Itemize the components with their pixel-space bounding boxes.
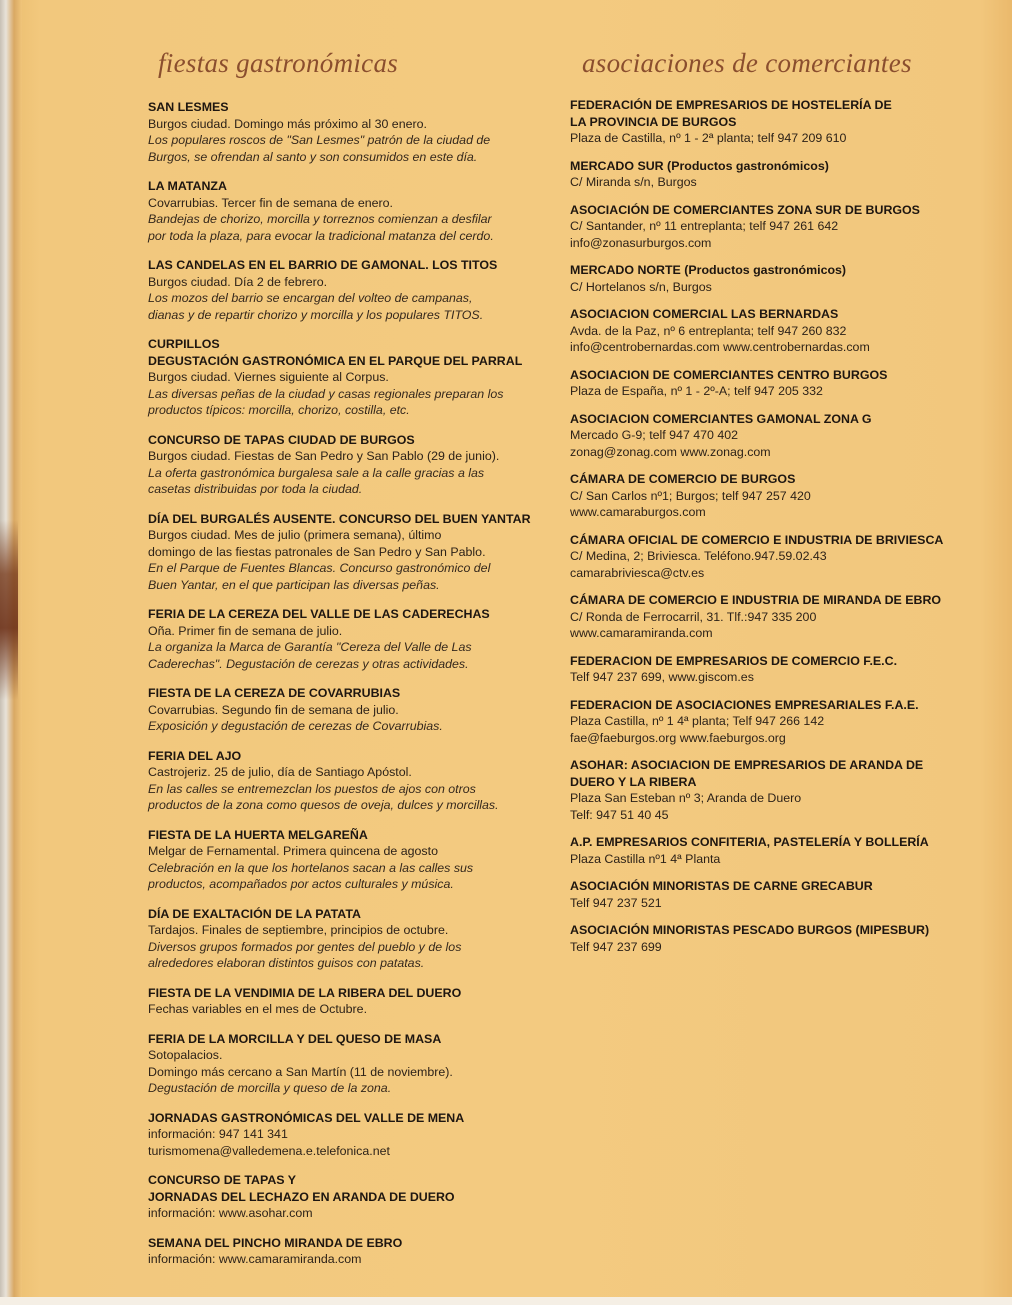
- entry-description: Exposición y degustación de cerezas de Covarrubias.: [148, 719, 443, 733]
- entry-title: ASOCIACION DE COMERCIANTES CENTRO BURGOS: [570, 367, 888, 382]
- asociacion-entry: [570, 834, 930, 867]
- asociacion-entry: [570, 532, 944, 582]
- entry-title: FIESTA DE LA VENDIMIA DE LA RIBERA DEL DUERO: [148, 985, 462, 1000]
- asociacion-entry: [570, 262, 930, 295]
- fiesta-entry: [148, 985, 528, 1018]
- entry-title: DÍA DEL BURGALÉS AUSENTE. CONCURSO DEL BUEN YANTAR: [148, 511, 531, 526]
- asociacion-entry: [570, 697, 930, 747]
- entry-detail: C/ Ronda de Ferrocarril, 31. Tlf.:947 335 200: [570, 609, 817, 624]
- entry-detail: Castrojeriz. 25 de julio, día de Santiago Apóstol.: [148, 765, 412, 779]
- entry-description: productos típicos: morcilla, chorizo, costilla, etc.: [148, 403, 410, 417]
- entry-title: LAS CANDELAS EN EL BARRIO DE GAMONAL. LOS TITOS: [148, 258, 498, 272]
- entry-title: DEGUSTACIÓN GASTRONÓMICA EN EL PARQUE DEL PARRAL: [148, 353, 523, 368]
- entry-detail: Telf: 947 51 40 45: [570, 807, 669, 822]
- entry-detail: C/ Hortelanos s/n, Burgos: [570, 279, 712, 294]
- entry-title: DUERO Y LA RIBERA: [570, 774, 697, 789]
- entry-description: Caderechas". Degustación de cerezas y otras actividades.: [148, 656, 469, 671]
- asociacion-entry: [570, 411, 930, 461]
- entry-detail: Covarrubias. Tercer fin de semana de enero.: [148, 195, 393, 210]
- fiesta-entry: [148, 1172, 528, 1222]
- entry-detail: Fechas variables en el mes de Octubre.: [148, 1002, 368, 1016]
- entry-detail: Plaza de España, nº 1 - 2º-A; telf 947 205 332: [570, 384, 823, 398]
- entry-detail: Domingo más cercano a San Martín (11 de noviembre).: [148, 1064, 453, 1079]
- fiesta-entry: [148, 1110, 528, 1160]
- fiesta-entry: [148, 511, 531, 594]
- entry-description: productos, acompañados por actos culturales y música.: [148, 877, 454, 891]
- asociacion-entry: [570, 97, 930, 147]
- entry-detail: info@zonasurburgos.com: [570, 235, 712, 250]
- entry-description: En el Parque de Fuentes Blancas. Concurso gastronómico del: [148, 561, 491, 575]
- asociacion-entry: [570, 202, 930, 252]
- entry-detail: Plaza Castilla, nº 1 4ª planta; Telf 947 266 142: [570, 714, 825, 728]
- entry-detail: Burgos ciudad. Mes de julio (primera semana), último: [148, 528, 442, 542]
- entry-detail: información: 947 141 341: [148, 1127, 288, 1141]
- asociacion-entry: [570, 367, 930, 400]
- entry-description: Burgos, se ofrendan al santo y son consumidos en este día.: [148, 149, 478, 164]
- entry-description: Buen Yantar, en el que participan las diversas peñas.: [148, 577, 440, 592]
- entry-detail: Burgos ciudad. Viernes siguiente al Corpus.: [148, 370, 389, 384]
- entry-title: CONCURSO DE TAPAS Y: [148, 1173, 297, 1187]
- fiestas-list: [148, 99, 531, 1268]
- entry-title: FIESTA DE LA CEREZA DE COVARRUBIAS: [148, 686, 401, 700]
- entry-detail: Tardajos. Finales de septiembre, principios de octubre.: [148, 923, 449, 937]
- fiesta-entry: [148, 1031, 528, 1097]
- asociacion-entry: [570, 592, 942, 642]
- entry-detail: C/ Santander, nº 11 entreplanta; telf 947 261 642: [570, 219, 839, 233]
- entry-detail: Burgos ciudad. Fiestas de San Pedro y San Pablo (29 de junio).: [148, 449, 500, 463]
- entry-title: SEMANA DEL PINCHO MIRANDA DE EBRO: [148, 1235, 403, 1250]
- entry-description: Celebración en la que los hortelanos sacan a las calles sus: [148, 860, 474, 875]
- entry-description: Bandejas de chorizo, morcilla y torreznos comienzan a desfilar: [148, 212, 492, 226]
- fiesta-entry: [148, 178, 528, 244]
- entry-title: JORNADAS DEL LECHAZO EN ARANDA DE DUERO: [148, 1189, 455, 1204]
- entry-description: En las calles se entremezclan los puestos de ajos con otros: [148, 781, 476, 796]
- entry-detail: Melgar de Fernamental. Primera quincena de agosto: [148, 844, 438, 858]
- entry-detail: Telf 947 237 521: [570, 895, 662, 910]
- fiesta-entry: [148, 685, 528, 735]
- entry-detail: Telf 947 237 699, www.giscom.es: [570, 670, 754, 684]
- entry-title: FERIA DE LA MORCILLA Y DEL QUESO DE MASA: [148, 1031, 442, 1046]
- fiesta-entry: [148, 99, 528, 165]
- asociaciones-column: [570, 48, 944, 966]
- entry-description: Los mozos del barrio se encargan del volteo de campanas,: [148, 291, 473, 305]
- entry-title: LA PROVINCIA DE BURGOS: [570, 114, 737, 129]
- fiesta-entry: [148, 336, 528, 419]
- entry-title: ASOCIACIÓN MINORISTAS DE CARNE GRECABUR: [570, 879, 873, 893]
- entry-title: CURPILLOS: [148, 337, 220, 351]
- fiesta-entry: [148, 606, 528, 672]
- entry-detail: Covarrubias. Segundo fin de semana de julio.: [148, 702, 399, 717]
- entry-title: ASOCIACION COMERCIANTES GAMONAL ZONA G: [570, 411, 872, 426]
- entry-title: MERCADO NORTE (Productos gastronómicos): [570, 263, 847, 277]
- entry-title: DÍA DE EXALTACIÓN DE LA PATATA: [148, 906, 361, 921]
- asociacion-entry: [570, 471, 930, 521]
- entry-title: ASOCIACIÓN MINORISTAS PESCADO BURGOS (MIPESBUR): [570, 923, 930, 937]
- asociacion-entry: [570, 878, 930, 911]
- entry-description: Degustación de morcilla y queso de la zona.: [148, 1081, 392, 1095]
- entry-title: LA MATANZA: [148, 179, 227, 193]
- asociacion-entry: [570, 757, 930, 823]
- entry-description: La organiza la Marca de Garantía "Cereza del Valle de Las: [148, 640, 472, 654]
- entry-detail: fae@faeburgos.org www.faeburgos.org: [570, 730, 786, 745]
- entry-description: alrededores elaboran distintos guisos con patatas.: [148, 956, 425, 970]
- entry-description: Las diversas peñas de la ciudad y casas regionales preparan los: [148, 386, 504, 401]
- entry-title: FERIA DEL AJO: [148, 748, 242, 763]
- entry-detail: zonag@zonag.com www.zonag.com: [570, 444, 771, 459]
- entry-description: La oferta gastronómica burgalesa sale a la calle gracias a las: [148, 465, 485, 480]
- entry-title: CÁMARA DE COMERCIO DE BURGOS: [570, 472, 796, 486]
- entry-detail: Plaza Castilla nº1 4ª Planta: [570, 851, 721, 866]
- entry-detail: Burgos ciudad. Domingo más próximo al 30 enero.: [148, 116, 427, 131]
- fiesta-entry: [148, 748, 528, 814]
- fiesta-entry: [148, 1235, 528, 1268]
- asociaciones-list: [570, 97, 944, 955]
- fiestas-column: [148, 48, 531, 1281]
- entry-title: ASOCIACIÓN DE COMERCIANTES ZONA SUR DE BURGOS: [570, 202, 920, 217]
- entry-detail: turismomena@valledemena.e.telefonica.net: [148, 1143, 390, 1158]
- entry-title: ASOHAR: ASOCIACION DE EMPRESARIOS DE ARANDA DE: [570, 758, 924, 772]
- page-bottom-edge: [0, 1297, 1012, 1305]
- entry-title: FEDERACION DE ASOCIACIONES EMPRESARIALES F.A.E.: [570, 697, 919, 712]
- entry-detail: Plaza San Esteban nº 3; Aranda de Duero: [570, 791, 802, 805]
- entry-description: dianas y de repartir chorizo y morcilla y los populares TITOS.: [148, 307, 484, 322]
- entry-title: FIESTA DE LA HUERTA MELGAREÑA: [148, 827, 368, 842]
- entry-detail: Plaza de Castilla, nº 1 - 2ª planta; telf 947 209 610: [570, 131, 847, 145]
- entry-title: FERIA DE LA CEREZA DEL VALLE DE LAS CADERECHAS: [148, 607, 490, 621]
- entry-detail: C/ Medina, 2; Briviesca. Teléfono.947.59.02.43: [570, 549, 827, 563]
- entry-detail: camarabriviesca@ctv.es: [570, 565, 705, 580]
- entry-detail: información: www.asohar.com: [148, 1206, 313, 1220]
- entry-description: Diversos grupos formados por gentes del pueblo y de los: [148, 939, 462, 954]
- entry-detail: C/ San Carlos nº1; Burgos; telf 947 257 420: [570, 488, 811, 503]
- entry-title: CÁMARA DE COMERCIO E INDUSTRIA DE MIRANDA DE EBRO: [570, 593, 942, 607]
- entry-title: FEDERACIÓN DE EMPRESARIOS DE HOSTELERÍA DE: [570, 98, 892, 112]
- entry-title: SAN LESMES: [148, 100, 229, 114]
- entry-detail: Sotopalacios.: [148, 1048, 223, 1062]
- fiesta-entry: [148, 827, 528, 893]
- entry-detail: www.camaraburgos.com: [570, 505, 706, 519]
- fiesta-entry: [148, 906, 528, 972]
- asociacion-entry: [570, 158, 930, 191]
- entry-title: A.P. EMPRESARIOS CONFITERIA, PASTELERÍA Y BOLLERÍA: [570, 835, 929, 849]
- entry-title: FEDERACION DE EMPRESARIOS DE COMERCIO F.E.C.: [570, 653, 898, 668]
- entry-title: MERCADO SUR (Productos gastronómicos): [570, 158, 829, 173]
- asociacion-entry: [570, 653, 930, 686]
- fiestas-heading: fiestas gastronómicas: [158, 48, 399, 78]
- fiesta-entry: [148, 432, 528, 498]
- binding-shadow: [0, 520, 18, 700]
- entry-title: ASOCIACION COMERCIAL LAS BERNARDAS: [570, 307, 839, 321]
- entry-description: casetas distribuidas por toda la ciudad.: [148, 482, 363, 496]
- fiesta-entry: [148, 257, 528, 323]
- entry-description: productos de la zona como quesos de oveja, dulces y morcillas.: [148, 798, 499, 812]
- entry-detail: Burgos ciudad. Día 2 de febrero.: [148, 274, 328, 289]
- entry-detail: Telf 947 237 699: [570, 939, 662, 954]
- entry-title: JORNADAS GASTRONÓMICAS DEL VALLE DE MENA: [148, 1110, 465, 1125]
- entry-description: Los populares roscos de "San Lesmes" patrón de la ciudad de: [148, 133, 491, 147]
- entry-title: CÁMARA OFICIAL DE COMERCIO E INDUSTRIA DE BRIVIESCA: [570, 532, 944, 547]
- asociaciones-heading: asociaciones de comerciantes: [582, 48, 912, 78]
- asociacion-entry: [570, 922, 930, 955]
- entry-detail: información: www.camaramiranda.com: [148, 1252, 362, 1266]
- entry-title: CONCURSO DE TAPAS CIUDAD DE BURGOS: [148, 432, 415, 447]
- entry-detail: domingo de las fiestas patronales de San Pedro y San Pablo.: [148, 544, 486, 559]
- entry-detail: C/ Miranda s/n, Burgos: [570, 175, 697, 189]
- entry-detail: Oña. Primer fin de semana de julio.: [148, 623, 343, 638]
- entry-detail: Avda. de la Paz, nº 6 entreplanta; telf 947 260 832: [570, 323, 847, 338]
- asociacion-entry: [570, 306, 930, 356]
- entry-detail: www.camaramiranda.com: [570, 626, 713, 640]
- entry-detail: Mercado G-9; telf 947 470 402: [570, 428, 739, 442]
- entry-detail: info@centrobernardas.com www.centrobernardas.com: [570, 340, 870, 354]
- entry-description: por toda la plaza, para evocar la tradicional matanza del cerdo.: [148, 228, 494, 243]
